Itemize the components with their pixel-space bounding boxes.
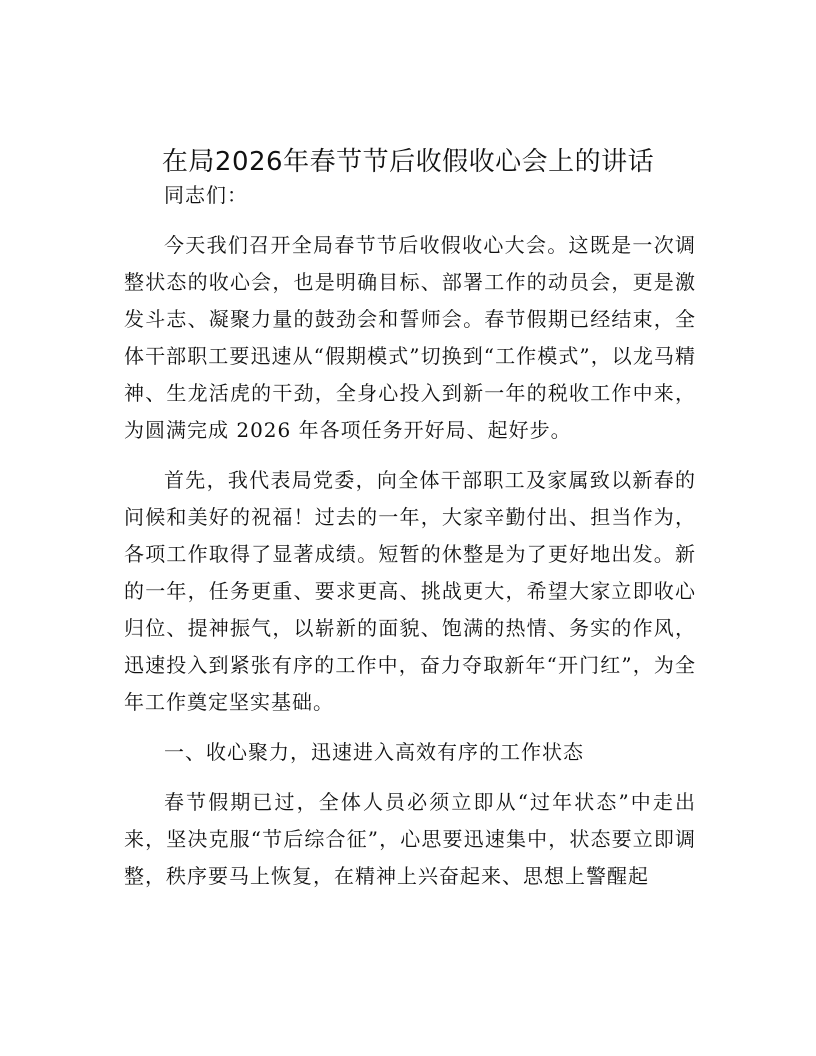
salutation: 同志们： [164,183,248,207]
paragraph-opening: 今天我们召开全局春节节后收假收心大会。这既是一次调整状态的收心会，也是明确目标、部署工作的动员会，更是激发斗志、凝聚力量的鼓劲会和誓师会。春节假期已经结束，全体干部职工要迅速从“假期模式”切换到“工作模式”，以龙马精神、生龙活虎的干劲，全身心投入到新一年的税收工作中来，为圆满完成 2026 年各项任务开好局、起好步。 [124,233,696,442]
document-body [124,164,696,895]
paragraph-section-1: 春节假期已过，全体人员必须立即从“过年状态”中走出来，坚决克服“节后综合征”，心思要迅速集中，状态要立即调整，秩序要马上恢复，在精神上兴奋起来、思想上警醒起 [124,790,696,888]
document-title: 在局2026年春节节后收假收心会上的讲话 [161,147,655,177]
paragraph-greetings: 首先，我代表局党委，向全体干部职工及家属致以新春的问候和美好的祝福！过去的一年，大家辛勤付出、担当作为，各项工作取得了显著成绩。短暂的休整是为了更好地出发。新的一年，任务更重、要求更高、挑战更大，希望大家立即收心归位、提神振气，以崭新的面貌、饱满的热情、务实的作风，迅速投入到紧张有序的工作中，奋力夺取新年“开门红”，为全年工作奠定坚实基础。 [124,468,696,714]
section-heading-1: 一、收心聚力，迅速进入高效有序的工作状态 [164,740,584,764]
